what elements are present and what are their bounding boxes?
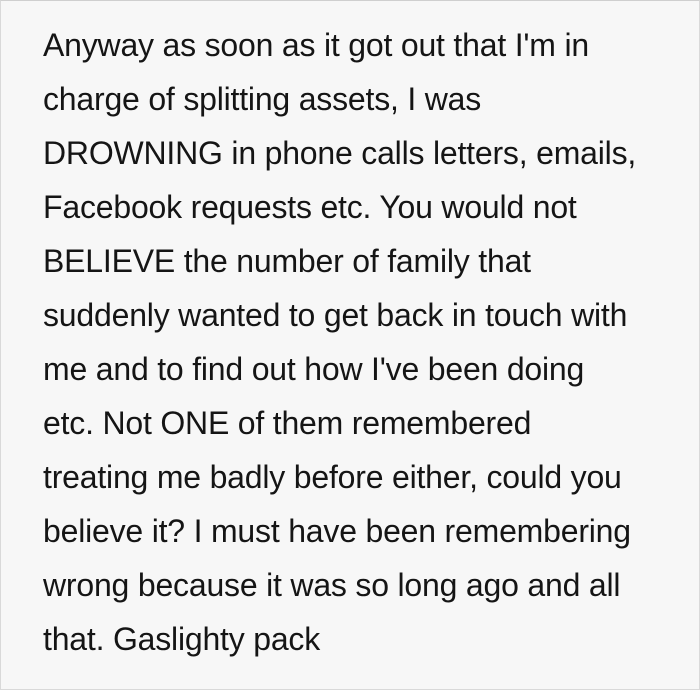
text-line: wrong because it was so long ago and all bbox=[43, 567, 621, 603]
text-line: Anyway as soon as it got out that I'm in bbox=[43, 27, 589, 63]
text-line: that. Gaslighty pack bbox=[43, 621, 321, 657]
text-line: DROWNING in phone calls letters, emails, bbox=[43, 135, 637, 171]
text-line: BELIEVE the number of family that bbox=[43, 243, 531, 279]
text-line: treating me badly before either, could you bbox=[43, 459, 622, 495]
text-line: etc. Not ONE of them remembered bbox=[43, 405, 532, 441]
text-line: believe it? I must have been remembering bbox=[43, 513, 631, 549]
text-line: suddenly wanted to get back in touch with bbox=[43, 297, 628, 333]
text-line: charge of splitting assets, I was bbox=[43, 81, 482, 117]
text-line: me and to find out how I've been doing bbox=[43, 351, 585, 387]
post-text bbox=[43, 18, 669, 666]
text-line: Facebook requests etc. You would not bbox=[43, 189, 577, 225]
